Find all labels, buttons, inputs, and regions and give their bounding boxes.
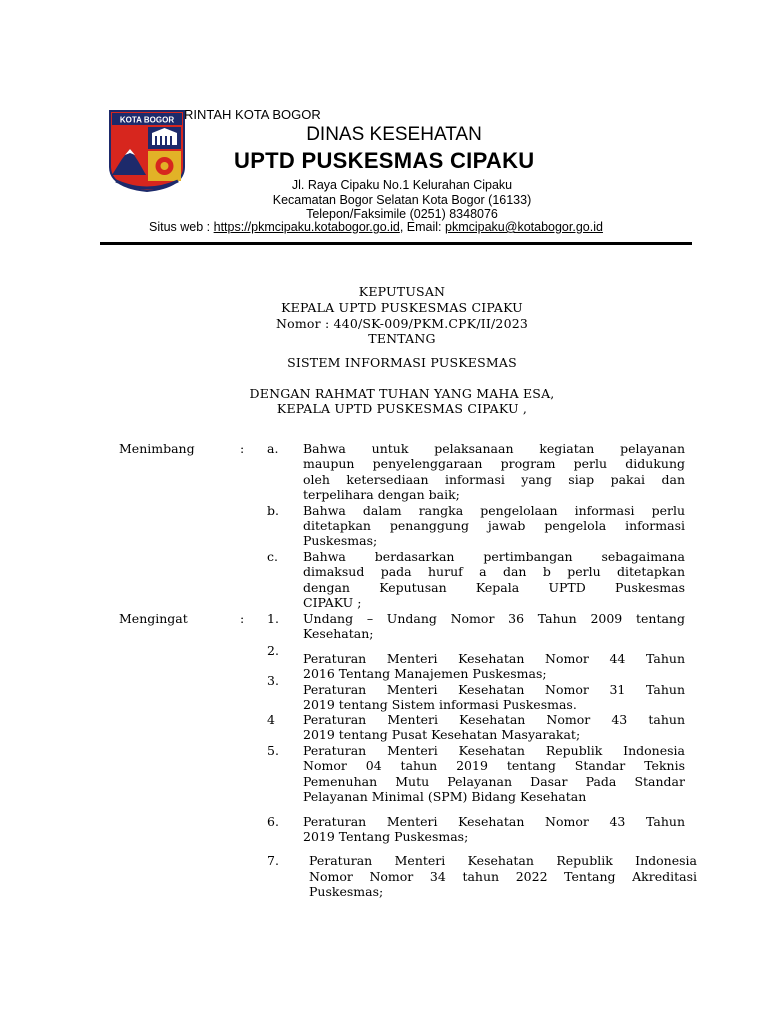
mengingat-item-line: 2019 tentang Sistem informasi Puskesmas.: [303, 697, 577, 712]
doc-preamble-2: [0, 401, 768, 416]
mengingat-item-line: Peraturan Menteri Kesehatan Nomor 44 Tahun: [303, 651, 685, 666]
doc-preamble-1-text: DENGAN RAHMAT TUHAN YANG MAHA ESA,: [249, 386, 555, 401]
menimbang-item-line: Bahwa berdasarkan pertimbangan sebagaimana: [303, 549, 685, 564]
doc-number-text: Nomor : 440/SK-009/PKM.CPK/II/2023: [275, 316, 529, 331]
menimbang-item-line: dimaksud pada huruf a dan b perlu ditetapkan: [303, 564, 685, 579]
doc-title-kepala: [0, 300, 768, 315]
menimbang-item-line: terpelihara dengan baik;: [303, 487, 460, 502]
doc-preamble-2-text: KEPALA UPTD PUSKESMAS CIPAKU ,: [276, 401, 528, 416]
menimbang-label: Menimbang: [119, 441, 195, 456]
menimbang-item-line: Puskesmas;: [303, 533, 378, 548]
mengingat-item-line: Pemenuhan Mutu Pelayanan Dasar Pada Standar: [303, 774, 685, 789]
mengingat-colon: :: [240, 611, 245, 626]
mengingat-item-line: Undang – Undang Nomor 36 Tahun 2009 tentang: [303, 611, 685, 626]
phone-line: [0, 207, 768, 221]
doc-preamble-1: [0, 386, 768, 401]
doc-title-tentang-text: TENTANG: [368, 331, 436, 346]
svg-text:KOTA BOGOR: KOTA BOGOR: [119, 115, 175, 125]
menimbang-colon: :: [240, 441, 245, 456]
menimbang-item-num: a.: [267, 441, 279, 456]
mengingat-item-line: Peraturan Menteri Kesehatan Republik Indonesia: [303, 743, 685, 758]
doc-number: [0, 316, 768, 331]
uptd-title: UPTD PUSKESMAS CIPAKU: [234, 148, 535, 173]
mengingat-item-line: Nomor Nomor 34 tahun 2022 Tentang Akreditasi: [309, 869, 697, 884]
mengingat-item-line: Peraturan Menteri Kesehatan Nomor 43 tahun: [303, 712, 685, 727]
menimbang-item-num: c.: [267, 549, 278, 564]
dinas-title-text: DINAS KESEHATAN: [306, 124, 482, 145]
mengingat-item-num: 5.: [267, 743, 279, 758]
email-label: , Email:: [399, 220, 446, 234]
mengingat-item-line: Puskesmas;: [309, 884, 384, 899]
doc-subject-text: SISTEM INFORMASI PUSKESMAS: [287, 355, 517, 370]
doc-title-keputusan: [0, 284, 768, 299]
mengingat-item-num: 2.: [267, 643, 279, 658]
mengingat-item-num: 6.: [267, 814, 279, 829]
menimbang-item-line: maupun penyelenggaraan program perlu didukung: [303, 456, 685, 471]
doc-title-tentang: [0, 331, 768, 346]
doc-title-keputusan-text: KEPUTUSAN: [358, 284, 446, 299]
mengingat-item-num: 4: [267, 712, 275, 727]
mengingat-item-line: 2016 Tentang Manajemen Puskesmas;: [303, 666, 547, 681]
mengingat-item-line: Nomor 04 tahun 2019 tentang Standar Teknis: [303, 758, 685, 773]
mengingat-item-num: 3.: [267, 673, 279, 688]
mengingat-item-line: Peraturan Menteri Kesehatan Nomor 31 Tahun: [303, 682, 685, 697]
mengingat-label: Mengingat: [119, 611, 188, 626]
contact-line: [149, 220, 603, 234]
mengingat-item-line: Peraturan Menteri Kesehatan Republik Indonesia: [309, 853, 697, 868]
address-line-1-text: Jl. Raya Cipaku No.1 Kelurahan Cipaku: [291, 178, 513, 192]
website-link[interactable]: https://pkmcipaku.kotabogor.go.id: [213, 220, 400, 234]
menimbang-item-line: oleh ketersediaan informasi yang siap pakai dan: [303, 472, 685, 487]
government-header-text: RINTAH KOTA BOGOR: [184, 107, 321, 122]
dinas-title: [0, 124, 768, 146]
email-link[interactable]: pkmcipaku@kotabogor.go.id: [445, 220, 603, 234]
menimbang-item-line: Bahwa dalam rangka pengelolaan informasi perlu: [303, 503, 685, 518]
address-line-2-text: Kecamatan Bogor Selatan Kota Bogor (16133): [272, 193, 532, 207]
menimbang-item-line: dengan Keputusan Kepala UPTD Puskesmas: [303, 580, 685, 595]
header-divider: [100, 242, 692, 245]
menimbang-item-line: Bahwa untuk pelaksanaan kegiatan pelayanan: [303, 441, 685, 456]
address-line-2: [0, 193, 768, 207]
mengingat-item-num: 7.: [267, 853, 279, 868]
web-label: Situs web :: [149, 220, 214, 234]
phone-line-text: Telepon/Faksimile (0251) 8348076: [306, 207, 498, 221]
mengingat-item-line: 2019 Tentang Puskesmas;: [303, 829, 469, 844]
mengingat-item-line: Peraturan Menteri Kesehatan Nomor 43 Tahun: [303, 814, 685, 829]
doc-title-kepala-text: KEPALA UPTD PUSKESMAS CIPAKU: [281, 300, 523, 315]
mengingat-item-line: 2019 tentang Pusat Kesehatan Masyarakat;: [303, 727, 581, 742]
menimbang-item-line: CIPAKU ;: [303, 595, 362, 610]
mengingat-item-line: Pelayanan Minimal (SPM) Bidang Kesehatan: [303, 789, 587, 804]
doc-subject: [0, 355, 768, 370]
menimbang-item-num: b.: [267, 503, 279, 518]
mengingat-item-line: Kesehatan;: [303, 626, 374, 641]
menimbang-item-line: ditetapkan penanggung jawab pengelola informasi: [303, 518, 685, 533]
address-line-1: [0, 178, 768, 192]
mengingat-item-num: 1.: [267, 611, 279, 626]
